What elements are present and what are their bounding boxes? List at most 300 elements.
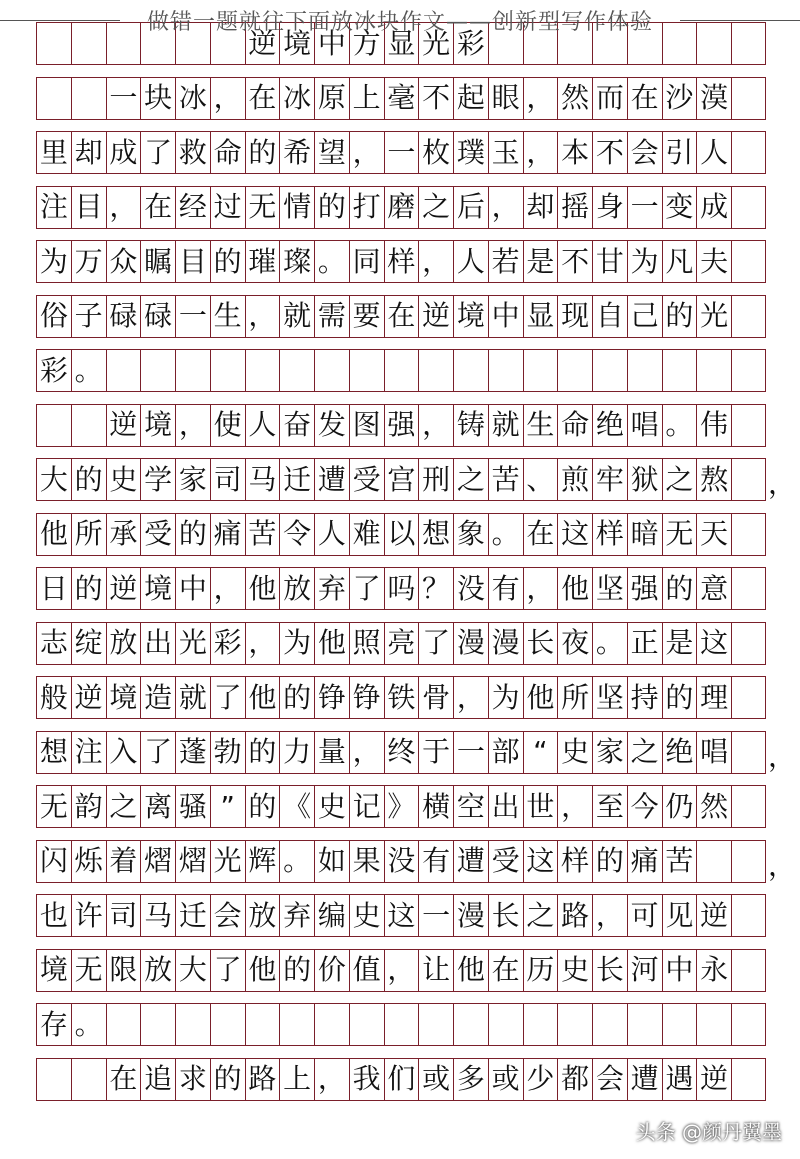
grid-cell: 限 xyxy=(106,950,141,991)
grid-cell: 命 xyxy=(210,132,245,173)
grid-cell: 横 xyxy=(418,786,453,827)
grid-cell: 然 xyxy=(696,786,731,827)
grid-cell: 。 xyxy=(592,623,627,664)
grid-cell xyxy=(731,950,766,991)
grid-cell: 大 xyxy=(36,459,71,500)
grid-cell: 他 xyxy=(523,677,558,718)
grid-cell: 就 xyxy=(488,405,523,446)
grid-cell xyxy=(349,350,384,391)
grid-cell: 们 xyxy=(384,1059,419,1100)
grid-cell: ， xyxy=(523,132,558,173)
grid-cell: 无 xyxy=(662,514,697,555)
grid-cell: 逆 xyxy=(696,1059,731,1100)
grid-cell: 强 xyxy=(627,568,662,609)
grid-cell: 注 xyxy=(36,187,71,228)
grid-cell: 铸 xyxy=(453,405,488,446)
grid-cell: 家 xyxy=(175,459,210,500)
grid-cell xyxy=(71,1059,106,1100)
grid-cell: 的 xyxy=(314,187,349,228)
grid-cell: 出 xyxy=(140,623,175,664)
grid-cell: 存 xyxy=(36,1004,71,1045)
grid-cell: 人 xyxy=(696,132,731,173)
grid-cell: 遭 xyxy=(627,1059,662,1100)
grid-cell: 不 xyxy=(418,78,453,119)
grid-cell: 玉 xyxy=(488,132,523,173)
grid-cell: 而 xyxy=(592,78,627,119)
grid-cell: 许 xyxy=(71,895,106,936)
grid-cell: 生 xyxy=(523,405,558,446)
grid-cell: ， xyxy=(418,241,453,282)
grid-cell: 之 xyxy=(453,459,488,500)
grid-cell: 样 xyxy=(557,841,592,882)
grid-cell: ， xyxy=(349,132,384,173)
grid-cell: 日 xyxy=(36,568,71,609)
grid-cell: 辉 xyxy=(245,841,280,882)
grid-cell xyxy=(453,1004,488,1045)
grid-cell: 长 xyxy=(488,895,523,936)
grid-cell: 璞 xyxy=(453,132,488,173)
grid-row xyxy=(36,567,766,610)
grid-cell: 夫 xyxy=(696,241,731,282)
watermark: 头条 @颜丹翼墨 xyxy=(635,1120,782,1144)
grid-cell: 的 xyxy=(245,732,280,773)
grid-cell: 宫 xyxy=(384,459,419,500)
grid-cell: 瞩 xyxy=(140,241,175,282)
grid-cell: 若 xyxy=(488,241,523,282)
grid-cell: 司 xyxy=(210,459,245,500)
grid-cell: 编 xyxy=(314,895,349,936)
grid-cell xyxy=(696,1004,731,1045)
grid-cell: 受 xyxy=(140,514,175,555)
grid-cell: 没 xyxy=(384,841,419,882)
grid-cell: 情 xyxy=(279,187,314,228)
grid-cell: 照 xyxy=(349,623,384,664)
grid-cell: 史 xyxy=(557,732,592,773)
grid-cell xyxy=(71,405,106,446)
grid-cell: 光 xyxy=(418,23,453,64)
grid-cell xyxy=(36,1059,71,1100)
grid-cell xyxy=(279,350,314,391)
grid-cell: 这 xyxy=(384,895,419,936)
grid-cell: 河 xyxy=(627,950,662,991)
grid-cell xyxy=(731,677,766,718)
grid-cell: 在 xyxy=(106,1059,141,1100)
grid-cell: 了 xyxy=(210,950,245,991)
grid-cell: 正 xyxy=(627,623,662,664)
grid-cell: 一 xyxy=(384,132,419,173)
grid-cell: 出 xyxy=(488,786,523,827)
grid-cell: 一 xyxy=(106,78,141,119)
grid-cell: 路 xyxy=(245,1059,280,1100)
grid-cell: ， xyxy=(175,405,210,446)
grid-cell: 彩 xyxy=(453,23,488,64)
grid-cell: ？ xyxy=(418,568,453,609)
grid-cell: 中 xyxy=(662,950,697,991)
grid-cell: 铮 xyxy=(314,677,349,718)
grid-cell: 求 xyxy=(175,1059,210,1100)
grid-cell: 光 xyxy=(175,623,210,664)
grid-cell: 。 xyxy=(314,241,349,282)
grid-cell xyxy=(36,78,71,119)
grid-cell: 马 xyxy=(245,459,280,500)
grid-cell xyxy=(279,1004,314,1045)
grid-cell: 骚 xyxy=(175,786,210,827)
grid-cell: 目 xyxy=(71,187,106,228)
grid-cell: 需 xyxy=(314,296,349,337)
grid-cell: 部 xyxy=(488,732,523,773)
grid-cell: 的 xyxy=(245,132,280,173)
grid-cell: 记 xyxy=(349,786,384,827)
grid-cell: 的 xyxy=(175,514,210,555)
grid-cell: 刑 xyxy=(418,459,453,500)
grid-cell: 亮 xyxy=(384,623,419,664)
essay-grid-paper xyxy=(36,12,797,1130)
grid-cell: 天 xyxy=(696,514,731,555)
grid-cell: 志 xyxy=(36,623,71,664)
grid-cell: ， xyxy=(453,677,488,718)
grid-cell: 了 xyxy=(349,568,384,609)
grid-cell: 现 xyxy=(557,296,592,337)
grid-cell xyxy=(557,350,592,391)
grid-cell xyxy=(314,350,349,391)
grid-cell xyxy=(696,841,731,882)
grid-cell: 多 xyxy=(453,1059,488,1100)
grid-cell: 本 xyxy=(557,132,592,173)
grid-cell: 夜 xyxy=(557,623,592,664)
grid-cell: 之 xyxy=(106,786,141,827)
grid-cell: 逆 xyxy=(106,568,141,609)
grid-cell: 光 xyxy=(210,841,245,882)
grid-row xyxy=(36,404,766,447)
grid-cell xyxy=(140,1004,175,1045)
grid-cell: 至 xyxy=(592,786,627,827)
grid-cell: 人 xyxy=(453,241,488,282)
grid-cell: 目 xyxy=(175,241,210,282)
grid-cell: 注 xyxy=(71,732,106,773)
grid-cell: 的 xyxy=(662,296,697,337)
grid-cell: 。 xyxy=(662,405,697,446)
grid-cell: 一 xyxy=(175,296,210,337)
grid-cell: 苦 xyxy=(245,514,280,555)
grid-cell xyxy=(592,350,627,391)
grid-cell: 毫 xyxy=(384,78,419,119)
grid-cell: 逆 xyxy=(418,296,453,337)
grid-cell: 是 xyxy=(662,623,697,664)
grid-row xyxy=(36,349,766,392)
grid-cell: 甘 xyxy=(592,241,627,282)
grid-cell: ， xyxy=(210,78,245,119)
grid-cell: 想 xyxy=(36,732,71,773)
grid-cell: 勃 xyxy=(210,732,245,773)
grid-cell: 难 xyxy=(349,514,384,555)
grid-cell: 伟 xyxy=(696,405,731,446)
grid-cell: 这 xyxy=(523,841,558,882)
grid-cell: 在 xyxy=(384,296,419,337)
grid-cell: 却 xyxy=(523,187,558,228)
margin-punctuation: ， xyxy=(768,739,797,773)
grid-cell: 他 xyxy=(453,950,488,991)
grid-cell: 有 xyxy=(488,568,523,609)
grid-cell: 的 xyxy=(279,677,314,718)
grid-cell xyxy=(384,1004,419,1045)
grid-cell xyxy=(731,841,766,882)
grid-row xyxy=(36,186,766,229)
grid-cell: 的 xyxy=(71,568,106,609)
grid-cell: 都 xyxy=(557,1059,592,1100)
grid-cell: 之 xyxy=(418,187,453,228)
grid-cell: 会 xyxy=(592,1059,627,1100)
grid-cell: 经 xyxy=(175,187,210,228)
grid-cell: ， xyxy=(245,296,280,337)
grid-cell: 之 xyxy=(662,459,697,500)
grid-cell: 境 xyxy=(36,950,71,991)
grid-cell xyxy=(731,187,766,228)
grid-cell: 就 xyxy=(279,296,314,337)
grid-cell xyxy=(36,23,71,64)
grid-cell: 学 xyxy=(140,459,175,500)
grid-cell: 理 xyxy=(696,677,731,718)
grid-cell: 熠 xyxy=(175,841,210,882)
margin-punctuation: ， xyxy=(768,848,797,882)
grid-cell: 为 xyxy=(488,677,523,718)
grid-cell: 我 xyxy=(349,1059,384,1100)
grid-cell: 闪 xyxy=(36,841,71,882)
grid-cell: 也 xyxy=(36,895,71,936)
grid-cell: ， xyxy=(349,732,384,773)
grid-cell: 奋 xyxy=(279,405,314,446)
grid-cell xyxy=(175,350,210,391)
grid-cell: 身 xyxy=(592,187,627,228)
grid-cell xyxy=(314,1004,349,1045)
grid-cell: 了 xyxy=(418,623,453,664)
grid-cell: 引 xyxy=(662,132,697,173)
grid-cell: ， xyxy=(418,405,453,446)
grid-cell: 般 xyxy=(36,677,71,718)
grid-cell: 俗 xyxy=(36,296,71,337)
grid-cell xyxy=(140,350,175,391)
grid-cell: 境 xyxy=(453,296,488,337)
grid-cell: 狱 xyxy=(627,459,662,500)
grid-cell: 仍 xyxy=(662,786,697,827)
grid-cell: 大 xyxy=(175,950,210,991)
grid-cell xyxy=(384,350,419,391)
grid-cell: 救 xyxy=(175,132,210,173)
grid-cell: 世 xyxy=(523,786,558,827)
grid-cell: 以 xyxy=(384,514,419,555)
page-title: 做错一题就往下面放冰块作文——创新型写作体验 xyxy=(146,9,653,35)
grid-cell: 碌 xyxy=(140,296,175,337)
grid-cell: 韵 xyxy=(71,786,106,827)
grid-cell: 迁 xyxy=(279,459,314,500)
grid-row xyxy=(36,240,766,283)
grid-cell: 显 xyxy=(523,296,558,337)
grid-cell xyxy=(106,350,141,391)
grid-cell: 铮 xyxy=(349,677,384,718)
grid-cell: 彩 xyxy=(210,623,245,664)
grid-cell: 了 xyxy=(210,677,245,718)
grid-cell xyxy=(731,350,766,391)
grid-cell: 成 xyxy=(696,187,731,228)
grid-cell: 史 xyxy=(106,459,141,500)
grid-cell: 他 xyxy=(314,623,349,664)
grid-cell: 坚 xyxy=(592,568,627,609)
grid-cell xyxy=(245,1004,280,1045)
grid-cell: 中 xyxy=(488,296,523,337)
grid-cell: 在 xyxy=(627,78,662,119)
grid-cell: 望 xyxy=(314,132,349,173)
grid-cell: 漫 xyxy=(453,623,488,664)
grid-cell: 马 xyxy=(140,895,175,936)
grid-cell: 没 xyxy=(453,568,488,609)
grid-cell: 无 xyxy=(71,950,106,991)
grid-cell: ， xyxy=(314,1059,349,1100)
grid-cell: 漠 xyxy=(696,78,731,119)
grid-cell: 他 xyxy=(36,514,71,555)
grid-row xyxy=(36,785,766,828)
grid-cell: 迁 xyxy=(175,895,210,936)
grid-cell xyxy=(731,1059,766,1100)
grid-cell: 放 xyxy=(140,950,175,991)
grid-cell xyxy=(731,78,766,119)
grid-cell: 长 xyxy=(592,950,627,991)
grid-cell: 然 xyxy=(557,78,592,119)
grid-cell: 眼 xyxy=(488,78,523,119)
grid-cell: 过 xyxy=(210,187,245,228)
grid-cell: 有 xyxy=(418,841,453,882)
grid-cell: 无 xyxy=(36,786,71,827)
grid-cell: 放 xyxy=(106,623,141,664)
grid-cell: 他 xyxy=(245,950,280,991)
grid-cell: 后 xyxy=(453,187,488,228)
grid-cell: 中 xyxy=(175,568,210,609)
grid-cell: 。 xyxy=(488,514,523,555)
grid-cell: 漫 xyxy=(453,895,488,936)
grid-cell: 力 xyxy=(279,732,314,773)
grid-cell: 显 xyxy=(384,23,419,64)
grid-cell: 离 xyxy=(140,786,175,827)
grid-cell xyxy=(731,459,766,500)
grid-cell xyxy=(731,895,766,936)
grid-row xyxy=(36,458,766,501)
grid-cell: 追 xyxy=(140,1059,175,1100)
grid-cell xyxy=(488,350,523,391)
grid-cell xyxy=(210,350,245,391)
grid-cell: 意 xyxy=(696,568,731,609)
grid-cell: 就 xyxy=(175,677,210,718)
grid-cell: 的 xyxy=(662,677,697,718)
grid-cell: 价 xyxy=(314,950,349,991)
grid-cell: 在 xyxy=(523,514,558,555)
grid-cell: 家 xyxy=(592,732,627,773)
grid-cell: 强 xyxy=(384,405,419,446)
grid-row xyxy=(36,513,766,556)
grid-cell: 吗 xyxy=(384,568,419,609)
grid-cell xyxy=(175,1004,210,1045)
grid-cell: 凡 xyxy=(662,241,697,282)
grid-cell xyxy=(662,23,697,64)
grid-cell: 起 xyxy=(453,78,488,119)
grid-cell: 漫 xyxy=(488,623,523,664)
grid-cell: 让 xyxy=(418,950,453,991)
grid-row xyxy=(36,295,766,338)
grid-cell: 着 xyxy=(106,841,141,882)
grid-cell: 在 xyxy=(245,78,280,119)
grid-cell: 终 xyxy=(384,732,419,773)
grid-cell: 遇 xyxy=(662,1059,697,1100)
grid-cell: 坚 xyxy=(592,677,627,718)
grid-cell: 逆 xyxy=(245,23,280,64)
grid-cell: 蓬 xyxy=(175,732,210,773)
grid-cell: 中 xyxy=(314,23,349,64)
grid-cell: 痛 xyxy=(627,841,662,882)
grid-cell xyxy=(731,623,766,664)
grid-cell: 放 xyxy=(279,568,314,609)
grid-cell xyxy=(592,1004,627,1045)
grid-cell xyxy=(418,350,453,391)
grid-cell: 绝 xyxy=(592,405,627,446)
grid-cell xyxy=(349,1004,384,1045)
grid-cell: 样 xyxy=(384,241,419,282)
grid-cell xyxy=(557,1004,592,1045)
grid-cell: 的 xyxy=(592,841,627,882)
grid-cell xyxy=(36,405,71,446)
grid-cell: ， xyxy=(384,950,419,991)
grid-cell: 之 xyxy=(523,895,558,936)
grid-row xyxy=(36,131,766,174)
grid-cell xyxy=(696,350,731,391)
grid-cell: 冰 xyxy=(175,78,210,119)
grid-cell xyxy=(106,1004,141,1045)
grid-cell: 了 xyxy=(140,732,175,773)
grid-cell: 所 xyxy=(557,677,592,718)
grid-row xyxy=(36,894,766,937)
grid-cell: 。 xyxy=(71,350,106,391)
grid-cell: 逆 xyxy=(106,405,141,446)
grid-cell xyxy=(488,1004,523,1045)
grid-cell: 苦 xyxy=(488,459,523,500)
grid-cell: 受 xyxy=(488,841,523,882)
margin-punctuation: ， xyxy=(768,467,797,500)
grid-cell: 他 xyxy=(557,568,592,609)
grid-cell: 会 xyxy=(627,132,662,173)
grid-row xyxy=(36,1058,766,1101)
grid-cell: 不 xyxy=(592,132,627,173)
grid-cell: 》 xyxy=(384,786,419,827)
grid-cell: 不 xyxy=(557,241,592,282)
grid-cell: 光 xyxy=(696,296,731,337)
grid-cell: 遭 xyxy=(314,459,349,500)
grid-cell: 逆 xyxy=(696,895,731,936)
grid-cell: 境 xyxy=(279,23,314,64)
grid-cell: 唱 xyxy=(696,732,731,773)
grid-cell: 逆 xyxy=(71,677,106,718)
grid-cell: 为 xyxy=(627,241,662,282)
grid-cell xyxy=(696,23,731,64)
grid-cell xyxy=(731,514,766,555)
grid-cell xyxy=(71,78,106,119)
grid-cell: 原 xyxy=(314,78,349,119)
grid-row xyxy=(36,1003,766,1046)
grid-cell: 彩 xyxy=(36,350,71,391)
grid-cell xyxy=(662,350,697,391)
grid-cell: 史 xyxy=(349,895,384,936)
grid-cell: 块 xyxy=(140,78,175,119)
grid-cell xyxy=(731,786,766,827)
grid-cell: 今 xyxy=(627,786,662,827)
grid-row xyxy=(36,622,766,665)
grid-cell: 为 xyxy=(36,241,71,282)
grid-cell: 一 xyxy=(453,732,488,773)
